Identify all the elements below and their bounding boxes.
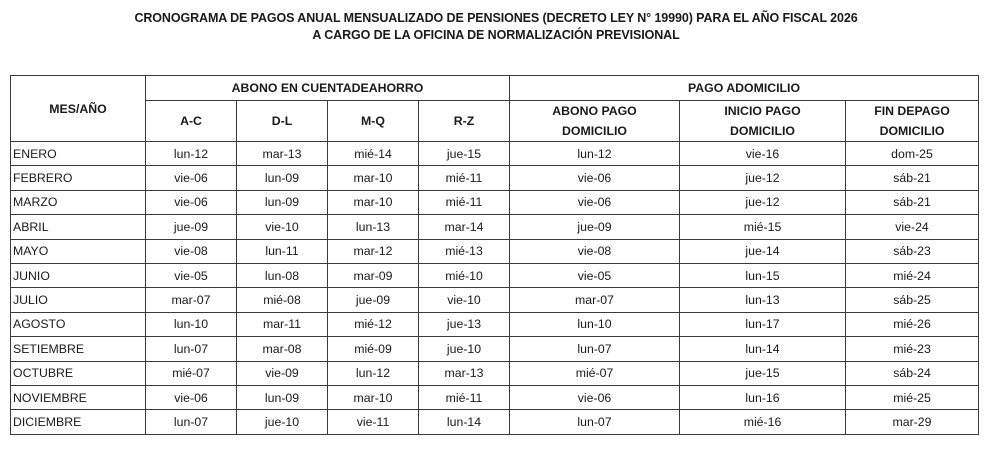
date-cell: vie-09 (237, 361, 328, 385)
date-cell: jue-12 (680, 166, 846, 190)
date-cell: mié-25 (846, 385, 979, 409)
date-cell: mié-26 (846, 312, 979, 336)
date-cell: sáb-21 (846, 166, 979, 190)
date-cell: jue-14 (680, 239, 846, 263)
date-cell: lun-10 (146, 312, 237, 336)
header-inicio-pago: INICIO PAGO DOMICILIO (680, 101, 846, 142)
table-row (11, 239, 979, 263)
date-cell: mar-29 (846, 410, 979, 434)
month-cell: JUNIO (11, 263, 146, 287)
date-cell: mar-11 (237, 312, 328, 336)
month-cell: AGOSTO (11, 312, 146, 336)
table-row (11, 337, 979, 361)
header-r-z: R-Z (419, 101, 510, 142)
date-cell: mié-12 (328, 312, 419, 336)
month-cell: ENERO (11, 142, 146, 166)
table-row (11, 312, 979, 336)
date-cell: lun-07 (510, 410, 680, 434)
date-cell: mié-07 (510, 361, 680, 385)
date-cell: lun-10 (510, 312, 680, 336)
table-row (11, 190, 979, 214)
month-cell: FEBRERO (11, 166, 146, 190)
date-cell: jue-15 (419, 142, 510, 166)
date-cell: jue-13 (419, 312, 510, 336)
month-cell: JULIO (11, 288, 146, 312)
date-cell: vie-05 (510, 263, 680, 287)
header-abono-pago: ABONO PAGO DOMICILIO (510, 101, 680, 142)
date-cell: sáb-25 (846, 288, 979, 312)
header-abono-group: ABONO EN CUENTADEAHORRO (146, 76, 510, 101)
title-line-1: CRONOGRAMA DE PAGOS ANUAL MENSUALIZADO DE PENSIONES (DECRETO LEY N° 19990) PARA EL AÑO FISCAL 2026 (134, 11, 858, 25)
date-cell: vie-06 (146, 385, 237, 409)
date-cell: vie-24 (846, 215, 979, 239)
date-cell: mié-10 (419, 263, 510, 287)
date-cell: mar-10 (328, 385, 419, 409)
date-cell: lun-12 (146, 142, 237, 166)
month-cell: ABRIL (11, 215, 146, 239)
date-cell: lun-07 (510, 337, 680, 361)
date-cell: lun-17 (680, 312, 846, 336)
date-cell: vie-05 (146, 263, 237, 287)
month-cell: OCTUBRE (11, 361, 146, 385)
date-cell: dom-25 (846, 142, 979, 166)
date-cell: jue-10 (237, 410, 328, 434)
date-cell: lun-09 (237, 385, 328, 409)
header-a-c: A-C (146, 101, 237, 142)
date-cell: lun-11 (237, 239, 328, 263)
date-cell: vie-06 (510, 190, 680, 214)
date-cell: sáb-24 (846, 361, 979, 385)
date-cell: mar-10 (328, 190, 419, 214)
table-row (11, 166, 979, 190)
date-cell: jue-12 (680, 190, 846, 214)
date-cell: mié-11 (419, 190, 510, 214)
date-cell: sáb-23 (846, 239, 979, 263)
date-cell: lun-09 (237, 166, 328, 190)
date-cell: mar-10 (328, 166, 419, 190)
date-cell: lun-15 (680, 263, 846, 287)
date-cell: jue-09 (328, 288, 419, 312)
date-cell: mié-09 (328, 337, 419, 361)
date-cell: vie-16 (680, 142, 846, 166)
date-cell: mar-09 (328, 263, 419, 287)
date-cell: vie-10 (419, 288, 510, 312)
date-cell: lun-16 (680, 385, 846, 409)
date-cell: lun-14 (680, 337, 846, 361)
table-row (11, 361, 979, 385)
date-cell: lun-14 (419, 410, 510, 434)
date-cell: lun-12 (510, 142, 680, 166)
header-m-q: M-Q (328, 101, 419, 142)
date-cell: vie-10 (237, 215, 328, 239)
table-row (11, 142, 979, 166)
date-cell: lun-09 (237, 190, 328, 214)
date-cell: mié-15 (680, 215, 846, 239)
header-month: MES/AÑO (11, 76, 146, 142)
table-body (11, 142, 979, 435)
month-cell: DICIEMBRE (11, 410, 146, 434)
date-cell: mié-07 (146, 361, 237, 385)
month-cell: MAYO (11, 239, 146, 263)
table-row (11, 263, 979, 287)
date-cell: mar-13 (237, 142, 328, 166)
date-cell: lun-13 (328, 215, 419, 239)
date-cell: mar-14 (419, 215, 510, 239)
date-cell: mié-11 (419, 385, 510, 409)
header-fin-pago: FIN DEPAGO DOMICILIO (846, 101, 979, 142)
month-cell: MARZO (11, 190, 146, 214)
date-cell: vie-06 (510, 385, 680, 409)
header-d-l: D-L (237, 101, 328, 142)
date-cell: mié-16 (680, 410, 846, 434)
document-title (0, 10, 992, 44)
date-cell: mar-12 (328, 239, 419, 263)
date-cell: mié-23 (846, 337, 979, 361)
table-row (11, 410, 979, 434)
date-cell: mié-13 (419, 239, 510, 263)
date-cell: mié-24 (846, 263, 979, 287)
date-cell: lun-13 (680, 288, 846, 312)
date-cell: vie-06 (146, 190, 237, 214)
date-cell: jue-15 (680, 361, 846, 385)
date-cell: mié-08 (237, 288, 328, 312)
date-cell: mié-11 (419, 166, 510, 190)
date-cell: lun-12 (328, 361, 419, 385)
date-cell: lun-07 (146, 337, 237, 361)
date-cell: mar-08 (237, 337, 328, 361)
date-cell: mar-07 (146, 288, 237, 312)
date-cell: jue-09 (146, 215, 237, 239)
date-cell: sáb-21 (846, 190, 979, 214)
date-cell: jue-09 (510, 215, 680, 239)
table-row (11, 288, 979, 312)
table-row (11, 385, 979, 409)
date-cell: mié-14 (328, 142, 419, 166)
table-row (11, 215, 979, 239)
date-cell: vie-06 (146, 166, 237, 190)
month-cell: NOVIEMBRE (11, 385, 146, 409)
date-cell: lun-08 (237, 263, 328, 287)
header-pago-group: PAGO ADOMICILIO (510, 76, 979, 101)
date-cell: vie-08 (146, 239, 237, 263)
date-cell: mar-07 (510, 288, 680, 312)
date-cell: mar-13 (419, 361, 510, 385)
payment-schedule-table (10, 75, 979, 435)
month-cell: SETIEMBRE (11, 337, 146, 361)
title-line-2: A CARGO DE LA OFICINA DE NORMALIZACIÓN PREVISIONAL (312, 28, 680, 42)
date-cell: vie-06 (510, 166, 680, 190)
date-cell: jue-10 (419, 337, 510, 361)
date-cell: vie-11 (328, 410, 419, 434)
date-cell: vie-08 (510, 239, 680, 263)
date-cell: lun-07 (146, 410, 237, 434)
